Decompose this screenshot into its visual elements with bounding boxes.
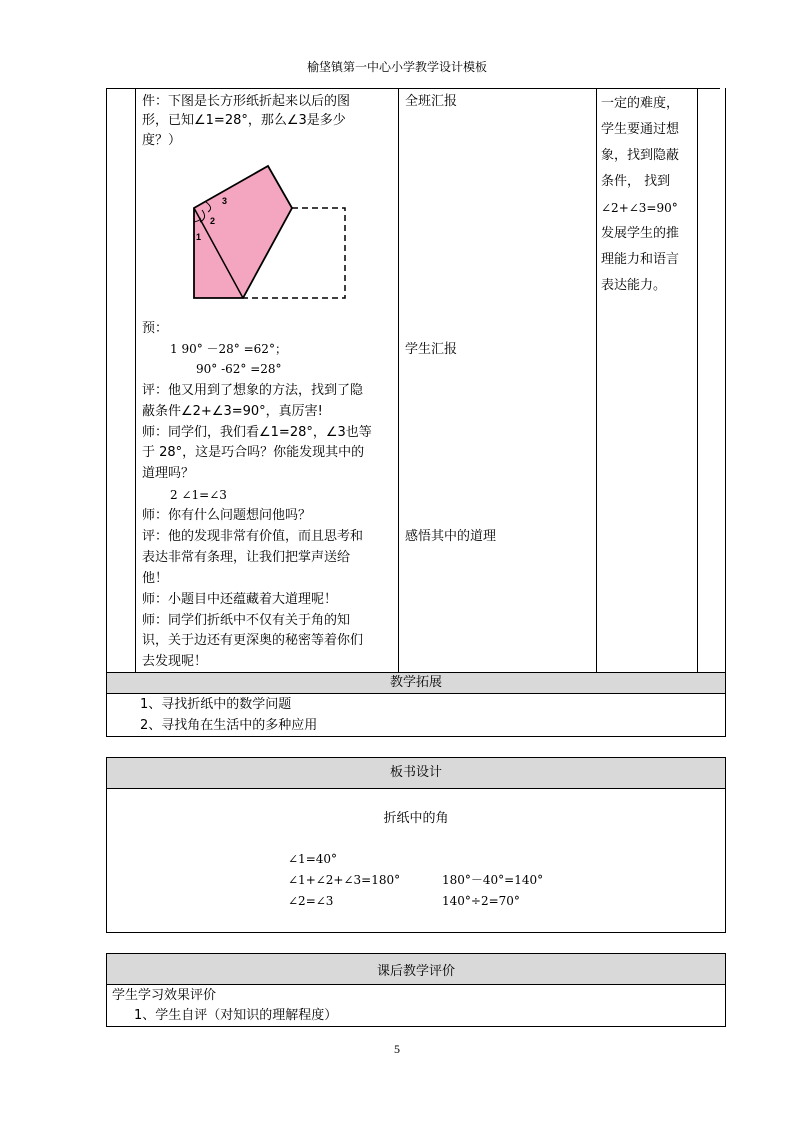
table-border	[106, 932, 726, 933]
table-border	[398, 88, 399, 672]
board-right-line: 180°－40°=140°	[442, 873, 544, 887]
angle-label-3: 3	[222, 196, 228, 206]
col1-line: 蔽条件∠2+∠3=90°，真厉害!	[142, 404, 323, 419]
col3-line: ∠2+∠3=90°	[601, 201, 678, 215]
col1-line: 师：同学们折纸中不仅有关于角的知	[142, 613, 351, 628]
table-border	[106, 1026, 726, 1027]
col1-line: 识，关于边还有更深奥的秘密等着你们	[142, 633, 364, 648]
col1-line: 师：你有什么问题想问他吗？	[142, 508, 312, 523]
table-border	[135, 88, 136, 672]
col3-line: 象，找到隐蔽	[601, 148, 680, 163]
table-border	[596, 88, 597, 672]
col1-line: 2 ∠1=∠3	[170, 488, 227, 502]
col1-line: 预：	[142, 321, 169, 336]
extension-item: 1、寻找折纸中的数学问题	[140, 697, 292, 712]
table-border	[106, 88, 107, 736]
angle-label-2: 2	[210, 216, 216, 226]
folded-paper-figure	[180, 160, 355, 305]
board-title: 折纸中的角	[383, 811, 449, 826]
table-border	[106, 88, 720, 89]
evaluation-line: 学生学习效果评价	[112, 988, 217, 1003]
angle-label-1: 1	[196, 232, 202, 242]
col1-line: 90° -62° =28°	[196, 362, 282, 376]
evaluation-line: 1、学生自评（对知识的理解程度）	[134, 1008, 338, 1023]
extension-item: 2、寻找角在生活中的多种应用	[140, 718, 318, 733]
page-header-title: 榆垡镇第一中心小学教学设计模板	[306, 60, 487, 74]
table-border	[725, 88, 726, 736]
board-left-line: ∠1=40°	[288, 852, 338, 866]
col1-line: 评：他又用到了想象的方法，找到了隐	[142, 383, 364, 398]
page-number: 5	[394, 1042, 400, 1056]
col1-line: 去发现呢！	[142, 654, 208, 669]
col1-line: 师：同学们，我们看∠1=28°，∠3也等	[142, 425, 372, 440]
col1-line: 他！	[142, 571, 169, 586]
col3-line: 表达能力。	[601, 278, 667, 293]
evaluation-heading: 课后教学评价	[376, 964, 455, 979]
board-right-line: 140°÷2=70°	[442, 894, 520, 908]
col3-line: 理能力和语言	[601, 252, 680, 267]
board-left-line: ∠2=∠3	[288, 894, 334, 908]
col1-line: 件：下图是长方形纸折起来以后的图	[142, 94, 351, 109]
col2-item: 学生汇报	[405, 342, 458, 357]
folded-shape	[194, 166, 292, 298]
table-border	[697, 88, 698, 672]
col1-line: 道理吗？	[142, 466, 195, 481]
table-border	[106, 736, 726, 737]
col3-line: 条件， 找到	[601, 174, 671, 189]
board-left-line: ∠1+∠2+∠3=180°	[288, 873, 401, 887]
board-heading: 板书设计	[389, 765, 442, 780]
col1-line: 度？）	[142, 133, 182, 148]
col3-line: 学生要通过想	[601, 122, 680, 137]
col3-line: 发展学生的推	[601, 226, 680, 241]
col2-item: 感悟其中的道理	[405, 529, 497, 544]
table-border	[106, 788, 726, 789]
col1-line: 于 28°，这是巧合吗？你能发现其中的	[142, 445, 365, 460]
col3-line: 一定的难度，	[601, 96, 680, 111]
extension-heading: 教学拓展	[389, 675, 442, 690]
col1-line: 师：小题目中还蕴藏着大道理呢！	[142, 592, 338, 607]
col1-line: 评：他的发现非常有价值，而且思考和	[142, 529, 364, 544]
col1-line: 1 90° －28° =62°；	[170, 342, 287, 356]
col1-line: 形，已知∠1=28°，那么∠3是多少	[142, 113, 346, 128]
col1-line: 表达非常有条理，让我们把掌声送给	[142, 550, 351, 565]
col2-item: 全班汇报	[405, 94, 458, 109]
